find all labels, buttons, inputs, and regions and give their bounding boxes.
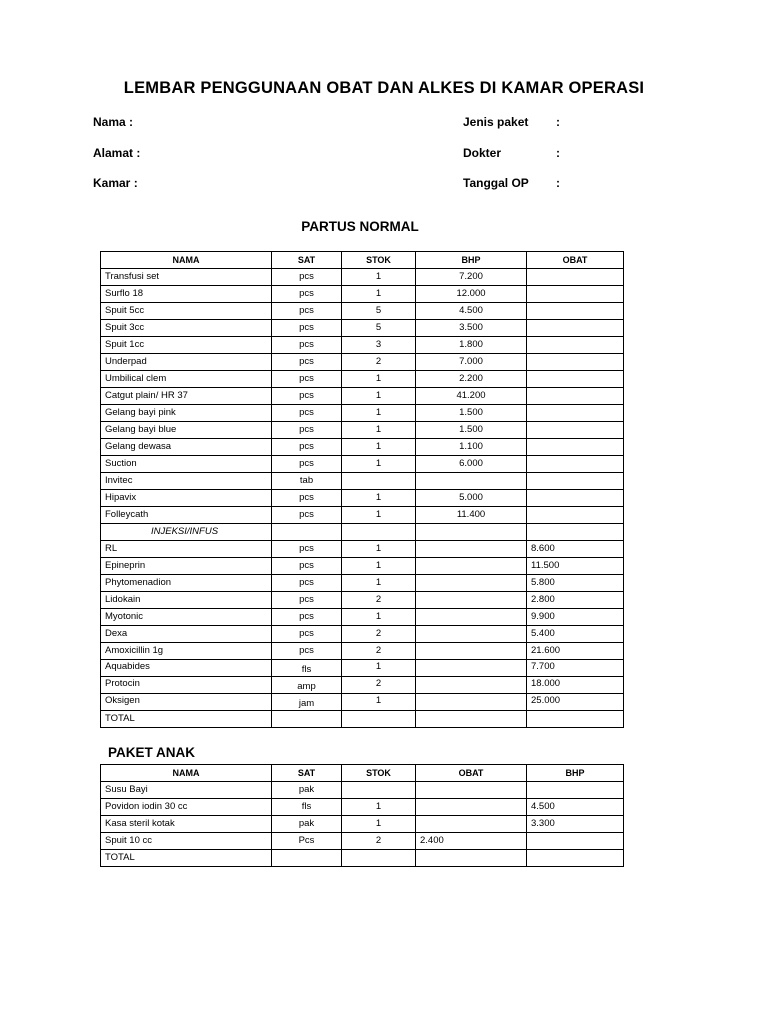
cell-stok: 1 [342, 507, 416, 524]
table-row [101, 609, 624, 626]
cell-c5 [527, 371, 624, 388]
cell-c4 [416, 609, 527, 626]
cell-stok: 2 [342, 354, 416, 371]
field-jenis-paket-label: Jenis paket [463, 115, 529, 129]
table-row [101, 490, 624, 507]
cell-c4: 7.200 [416, 269, 527, 286]
table-row [101, 422, 624, 439]
cell-c4: 2.200 [416, 371, 527, 388]
table-row [101, 782, 624, 799]
cell-c5 [527, 473, 624, 490]
field-kamar-label: Kamar : [93, 176, 138, 190]
cell-sat: pcs [272, 507, 342, 524]
cell-c5 [527, 286, 624, 303]
cell-stok: 1 [342, 422, 416, 439]
cell-stok: 1 [342, 371, 416, 388]
table-row [101, 473, 624, 490]
table-row [101, 337, 624, 354]
cell-c5: 3.300 [527, 816, 624, 833]
cell-empty [272, 524, 342, 541]
cell-c4: 6.000 [416, 456, 527, 473]
cell-c5: 5.400 [527, 626, 624, 643]
cell-nama: Invitec [101, 473, 272, 490]
cell-nama: Gelang dewasa [101, 439, 272, 456]
cell-c4: 2.400 [416, 833, 527, 850]
cell-empty [416, 524, 527, 541]
page-title: LEMBAR PENGGUNAAN OBAT DAN ALKES DI KAMAR OPERASI [123, 79, 645, 97]
cell-empty [527, 524, 624, 541]
cell-nama: Underpad [101, 354, 272, 371]
table-row [101, 269, 624, 286]
cell-empty [272, 711, 342, 728]
cell-sat: pcs [272, 609, 342, 626]
table-row [101, 405, 624, 422]
col-header-sat: SAT [272, 252, 342, 269]
table-row [101, 354, 624, 371]
cell-sat: pcs [272, 643, 342, 660]
cell-c5 [527, 422, 624, 439]
cell-nama: Epineprin [101, 558, 272, 575]
table-row [101, 799, 624, 816]
partus-header-row [101, 252, 624, 269]
cell-nama: Gelang bayi blue [101, 422, 272, 439]
table-row [101, 439, 624, 456]
cell-c4 [416, 558, 527, 575]
cell-c5 [527, 337, 624, 354]
table-row [101, 677, 624, 694]
cell-c4 [416, 541, 527, 558]
table-row [101, 286, 624, 303]
field-alamat-label: Alamat : [93, 146, 141, 160]
cell-c5: 18.000 [527, 677, 624, 694]
cell-stok: 1 [342, 558, 416, 575]
col-header-nama: NAMA [101, 765, 272, 782]
cell-stok: 5 [342, 303, 416, 320]
table-row [101, 558, 624, 575]
cell-nama: Oksigen [101, 694, 272, 711]
cell-c5 [527, 269, 624, 286]
cell-sat: pcs [272, 405, 342, 422]
cell-sat: pcs [272, 388, 342, 405]
cell-c4 [416, 660, 527, 677]
cell-sat: pcs [272, 592, 342, 609]
cell-empty [342, 850, 416, 867]
table-row [101, 303, 624, 320]
partus-table [100, 251, 624, 728]
cell-stok: 1 [342, 694, 416, 711]
cell-sat: pcs [272, 303, 342, 320]
cell-sat: pcs [272, 286, 342, 303]
cell-c4: 5.000 [416, 490, 527, 507]
cell-nama: Spuit 5cc [101, 303, 272, 320]
table-row [101, 541, 624, 558]
col-header-bhp: BHP [416, 252, 527, 269]
cell-sat: pcs [272, 541, 342, 558]
field-dokter-colon: : [556, 146, 560, 160]
col-header-sat: SAT [272, 765, 342, 782]
cell-sat: pcs [272, 558, 342, 575]
cell-sat: fls [272, 660, 342, 677]
cell-nama: Protocin [101, 677, 272, 694]
cell-stok: 1 [342, 660, 416, 677]
total-label: TOTAL [101, 711, 272, 728]
partus-heading: PARTUS NORMAL [301, 219, 419, 234]
cell-c5 [527, 456, 624, 473]
total-row [101, 711, 624, 728]
cell-c5: 9.900 [527, 609, 624, 626]
cell-sat: pak [272, 782, 342, 799]
cell-c5 [527, 303, 624, 320]
field-nama-label: Nama : [93, 115, 134, 129]
cell-nama: Amoxicillin 1g [101, 643, 272, 660]
cell-empty [527, 711, 624, 728]
cell-c4: 11.400 [416, 507, 527, 524]
cell-c5 [527, 507, 624, 524]
cell-stok: 1 [342, 490, 416, 507]
col-header-nama: NAMA [101, 252, 272, 269]
subheading-injeksi-infus: INJEKSI/INFUS [101, 524, 272, 541]
cell-nama: Kasa steril kotak [101, 816, 272, 833]
cell-c5 [527, 388, 624, 405]
cell-nama: Spuit 3cc [101, 320, 272, 337]
anak-header-row [101, 765, 624, 782]
cell-stok: 1 [342, 405, 416, 422]
cell-stok: 1 [342, 388, 416, 405]
table-row [101, 371, 624, 388]
cell-nama: Umbilical clem [101, 371, 272, 388]
cell-nama: RL [101, 541, 272, 558]
field-dokter-label: Dokter [463, 146, 502, 160]
cell-stok: 1 [342, 286, 416, 303]
cell-stok [342, 473, 416, 490]
cell-sat: Pcs [272, 833, 342, 850]
cell-c5 [527, 833, 624, 850]
col-header-stok: STOK [342, 252, 416, 269]
cell-c4 [416, 694, 527, 711]
cell-sat: pcs [272, 337, 342, 354]
cell-c5 [527, 439, 624, 456]
cell-sat: pcs [272, 354, 342, 371]
cell-c4: 1.100 [416, 439, 527, 456]
cell-sat: pcs [272, 422, 342, 439]
cell-nama: Suction [101, 456, 272, 473]
cell-sat: tab [272, 473, 342, 490]
cell-nama: Spuit 10 cc [101, 833, 272, 850]
subheading-row [101, 524, 624, 541]
cell-stok: 2 [342, 833, 416, 850]
cell-sat: pcs [272, 269, 342, 286]
cell-stok: 5 [342, 320, 416, 337]
cell-sat: pcs [272, 371, 342, 388]
cell-empty [527, 850, 624, 867]
cell-stok: 1 [342, 269, 416, 286]
cell-stok: 2 [342, 677, 416, 694]
table-row [101, 388, 624, 405]
cell-stok: 2 [342, 592, 416, 609]
table-row [101, 320, 624, 337]
cell-c4 [416, 575, 527, 592]
col-header-bhp: BHP [527, 765, 624, 782]
cell-c4 [416, 643, 527, 660]
cell-stok: 1 [342, 456, 416, 473]
cell-sat: pcs [272, 626, 342, 643]
field-tanggal-op-colon: : [556, 176, 560, 190]
cell-nama: Catgut plain/ HR 37 [101, 388, 272, 405]
cell-sat: pcs [272, 575, 342, 592]
cell-c5 [527, 782, 624, 799]
cell-stok: 2 [342, 643, 416, 660]
cell-c4: 7.000 [416, 354, 527, 371]
cell-c5: 25.000 [527, 694, 624, 711]
cell-sat: fls [272, 799, 342, 816]
field-tanggal-op-label: Tanggal OP [463, 176, 529, 190]
table-row [101, 575, 624, 592]
cell-c4 [416, 677, 527, 694]
cell-stok: 2 [342, 626, 416, 643]
cell-c4: 1.500 [416, 422, 527, 439]
cell-c4: 41.200 [416, 388, 527, 405]
cell-stok: 1 [342, 541, 416, 558]
cell-nama: Spuit 1cc [101, 337, 272, 354]
cell-c4 [416, 473, 527, 490]
anak-heading: PAKET ANAK [108, 745, 195, 760]
cell-c5: 8.600 [527, 541, 624, 558]
cell-stok: 3 [342, 337, 416, 354]
cell-c5: 2.800 [527, 592, 624, 609]
cell-c4 [416, 816, 527, 833]
cell-c4: 12.000 [416, 286, 527, 303]
cell-empty [416, 850, 527, 867]
cell-c4 [416, 626, 527, 643]
cell-c4: 3.500 [416, 320, 527, 337]
cell-c4: 1.800 [416, 337, 527, 354]
col-header-stok: STOK [342, 765, 416, 782]
cell-nama: Surflo 18 [101, 286, 272, 303]
cell-c5 [527, 405, 624, 422]
cell-stok: 1 [342, 609, 416, 626]
cell-c5 [527, 490, 624, 507]
cell-nama: Transfusi set [101, 269, 272, 286]
cell-nama: Folleycath [101, 507, 272, 524]
cell-c4 [416, 782, 527, 799]
cell-sat: pcs [272, 456, 342, 473]
field-jenis-paket-colon: : [556, 115, 560, 129]
table-row [101, 694, 624, 711]
anak-table [100, 764, 624, 867]
cell-c5: 11.500 [527, 558, 624, 575]
cell-c4 [416, 799, 527, 816]
cell-empty [272, 850, 342, 867]
table-row [101, 660, 624, 677]
cell-nama: Dexa [101, 626, 272, 643]
table-row [101, 643, 624, 660]
cell-nama: Lidokain [101, 592, 272, 609]
cell-empty [342, 711, 416, 728]
cell-c5: 4.500 [527, 799, 624, 816]
col-header-obat: OBAT [527, 252, 624, 269]
cell-stok [342, 782, 416, 799]
cell-c4: 1.500 [416, 405, 527, 422]
cell-empty [342, 524, 416, 541]
table-row [101, 592, 624, 609]
total-row [101, 850, 624, 867]
cell-c5: 7.700 [527, 660, 624, 677]
cell-sat: pak [272, 816, 342, 833]
cell-empty [416, 711, 527, 728]
col-header-obat: OBAT [416, 765, 527, 782]
cell-c5: 5.800 [527, 575, 624, 592]
cell-c4: 4.500 [416, 303, 527, 320]
cell-sat: pcs [272, 320, 342, 337]
cell-c5 [527, 320, 624, 337]
cell-nama: Susu Bayi [101, 782, 272, 799]
table-row [101, 833, 624, 850]
cell-nama: Myotonic [101, 609, 272, 626]
cell-sat: jam [272, 694, 342, 711]
cell-nama: Povidon iodin 30 cc [101, 799, 272, 816]
cell-sat: pcs [272, 439, 342, 456]
cell-c4 [416, 592, 527, 609]
cell-sat: pcs [272, 490, 342, 507]
cell-stok: 1 [342, 439, 416, 456]
cell-stok: 1 [342, 816, 416, 833]
cell-nama: Aquabides [101, 660, 272, 677]
table-row [101, 626, 624, 643]
cell-nama: Hipavix [101, 490, 272, 507]
table-row [101, 816, 624, 833]
cell-nama: Gelang bayi pink [101, 405, 272, 422]
table-row [101, 507, 624, 524]
total-label: TOTAL [101, 850, 272, 867]
cell-c5 [527, 354, 624, 371]
cell-stok: 1 [342, 575, 416, 592]
cell-sat: amp [272, 677, 342, 694]
table-row [101, 456, 624, 473]
cell-stok: 1 [342, 799, 416, 816]
cell-nama: Phytomenadion [101, 575, 272, 592]
cell-c5: 21.600 [527, 643, 624, 660]
